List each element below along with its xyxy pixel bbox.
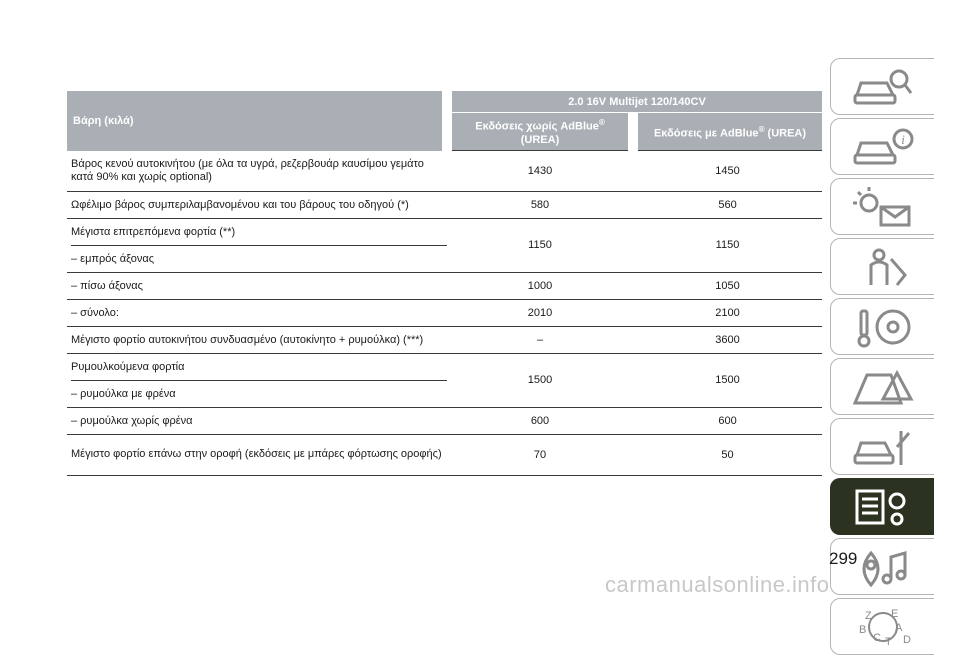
row-value-without: 1500 [447, 353, 633, 407]
weights-table [67, 91, 822, 476]
table-row [67, 434, 822, 475]
svg-text:C: C [872, 631, 881, 644]
road-warning-icon [851, 365, 915, 409]
row-value-with: 560 [633, 191, 822, 218]
tab-index[interactable] [830, 598, 934, 655]
tab-warning-lights[interactable] [830, 178, 934, 235]
warning-lights-icon [851, 185, 915, 229]
row-value-without: 1430 [447, 151, 633, 192]
row-value-with: 1150 [633, 218, 822, 272]
row-value-with: 50 [633, 434, 822, 475]
table-row [67, 326, 822, 353]
tab-car-service[interactable] [830, 418, 934, 475]
index-letters-icon [851, 605, 915, 649]
tab-road-warning[interactable] [830, 358, 934, 415]
row-value-with: 2100 [633, 299, 822, 326]
row-value-without: 70 [447, 434, 633, 475]
svg-text:i: i [900, 131, 905, 147]
row-label-bottom: – εμπρός άξονας [71, 252, 155, 265]
seat-belt-safety-icon [851, 245, 915, 289]
car-service-icon [851, 425, 915, 469]
tab-car-info[interactable] [830, 118, 934, 175]
table-row [67, 151, 822, 192]
multimedia-icon [851, 545, 915, 589]
row-label: Βάρος κενού αυτοκινήτου (με όλα τα υγρά, ρεζερβουάρ καυσίμου γεμάτο κατά 90% και χωρίς optional) [67, 151, 447, 192]
table-row [67, 272, 822, 299]
row-value-with: 600 [633, 407, 822, 434]
row-label: – πίσω άξονας [67, 272, 447, 299]
row-value-without: 1150 [447, 218, 633, 272]
technical-data-icon [851, 485, 915, 529]
tab-car-search[interactable] [830, 58, 934, 115]
weights-table-container [67, 91, 822, 476]
row-value-without: 600 [447, 407, 633, 434]
svg-text:T: T [884, 635, 892, 648]
row-value-without: 1000 [447, 272, 633, 299]
header-weights: Βάρη (κιλά) [67, 91, 447, 151]
page-number: 299 [829, 549, 858, 568]
row-value-with: 1050 [633, 272, 822, 299]
svg-text:Z: Z [864, 609, 872, 622]
row-label: Ωφέλιμο βάρος συμπεριλαμβανομένου και του βάρους του οδηγού (*) [67, 191, 447, 218]
row-value-with: 1450 [633, 151, 822, 192]
row-label: Μέγιστο φορτίο επάνω στην οροφή (εκδόσεις με μπάρες φόρτωσης οροφής) [67, 434, 447, 475]
row-label-split [67, 218, 447, 272]
row-label: – σύνολο: [67, 299, 447, 326]
row-label-top: Μέγιστα επιτρεπόμενα φορτία (**) [71, 219, 447, 246]
row-label: – ρυμούλκα χωρίς φρένα [67, 407, 447, 434]
row-label-top: Ρυμουλκούμενα φορτία [71, 354, 447, 381]
tab-key-steering[interactable] [830, 298, 934, 355]
svg-text:D: D [902, 633, 911, 646]
header-engine: 2.0 16V Multijet 120/140CV [447, 91, 822, 113]
svg-text:E: E [890, 607, 898, 620]
table-row [67, 299, 822, 326]
table-row [67, 407, 822, 434]
header-with-adblue: Εκδόσεις με AdBlue® (UREA) [633, 113, 822, 151]
key-steering-icon [851, 305, 915, 349]
row-value-without: – [447, 326, 633, 353]
header-without-adblue: Εκδόσεις χωρίς AdBlue® (UREA) [447, 113, 633, 151]
tab-technical-data[interactable] [830, 478, 934, 535]
row-value-without: 2010 [447, 299, 633, 326]
tab-seat-belt[interactable] [830, 238, 934, 295]
row-value-without: 580 [447, 191, 633, 218]
table-row [67, 353, 822, 407]
row-label-bottom: – ρυμούλκα με φρένα [71, 387, 176, 400]
row-label-split [67, 353, 447, 407]
row-value-with: 3600 [633, 326, 822, 353]
table-row [67, 191, 822, 218]
row-label: Μέγιστο φορτίο αυτοκινήτου συνδυασμένο (αυτοκίνητο + ρυμούλκα) (***) [67, 326, 447, 353]
row-value-with: 1500 [633, 353, 822, 407]
car-search-icon [851, 65, 915, 109]
watermark: carmanualsonline.info [605, 572, 830, 597]
table-row [67, 218, 822, 272]
svg-text:A: A [894, 621, 902, 634]
car-info-icon [851, 125, 915, 169]
svg-text:B: B [858, 623, 866, 636]
